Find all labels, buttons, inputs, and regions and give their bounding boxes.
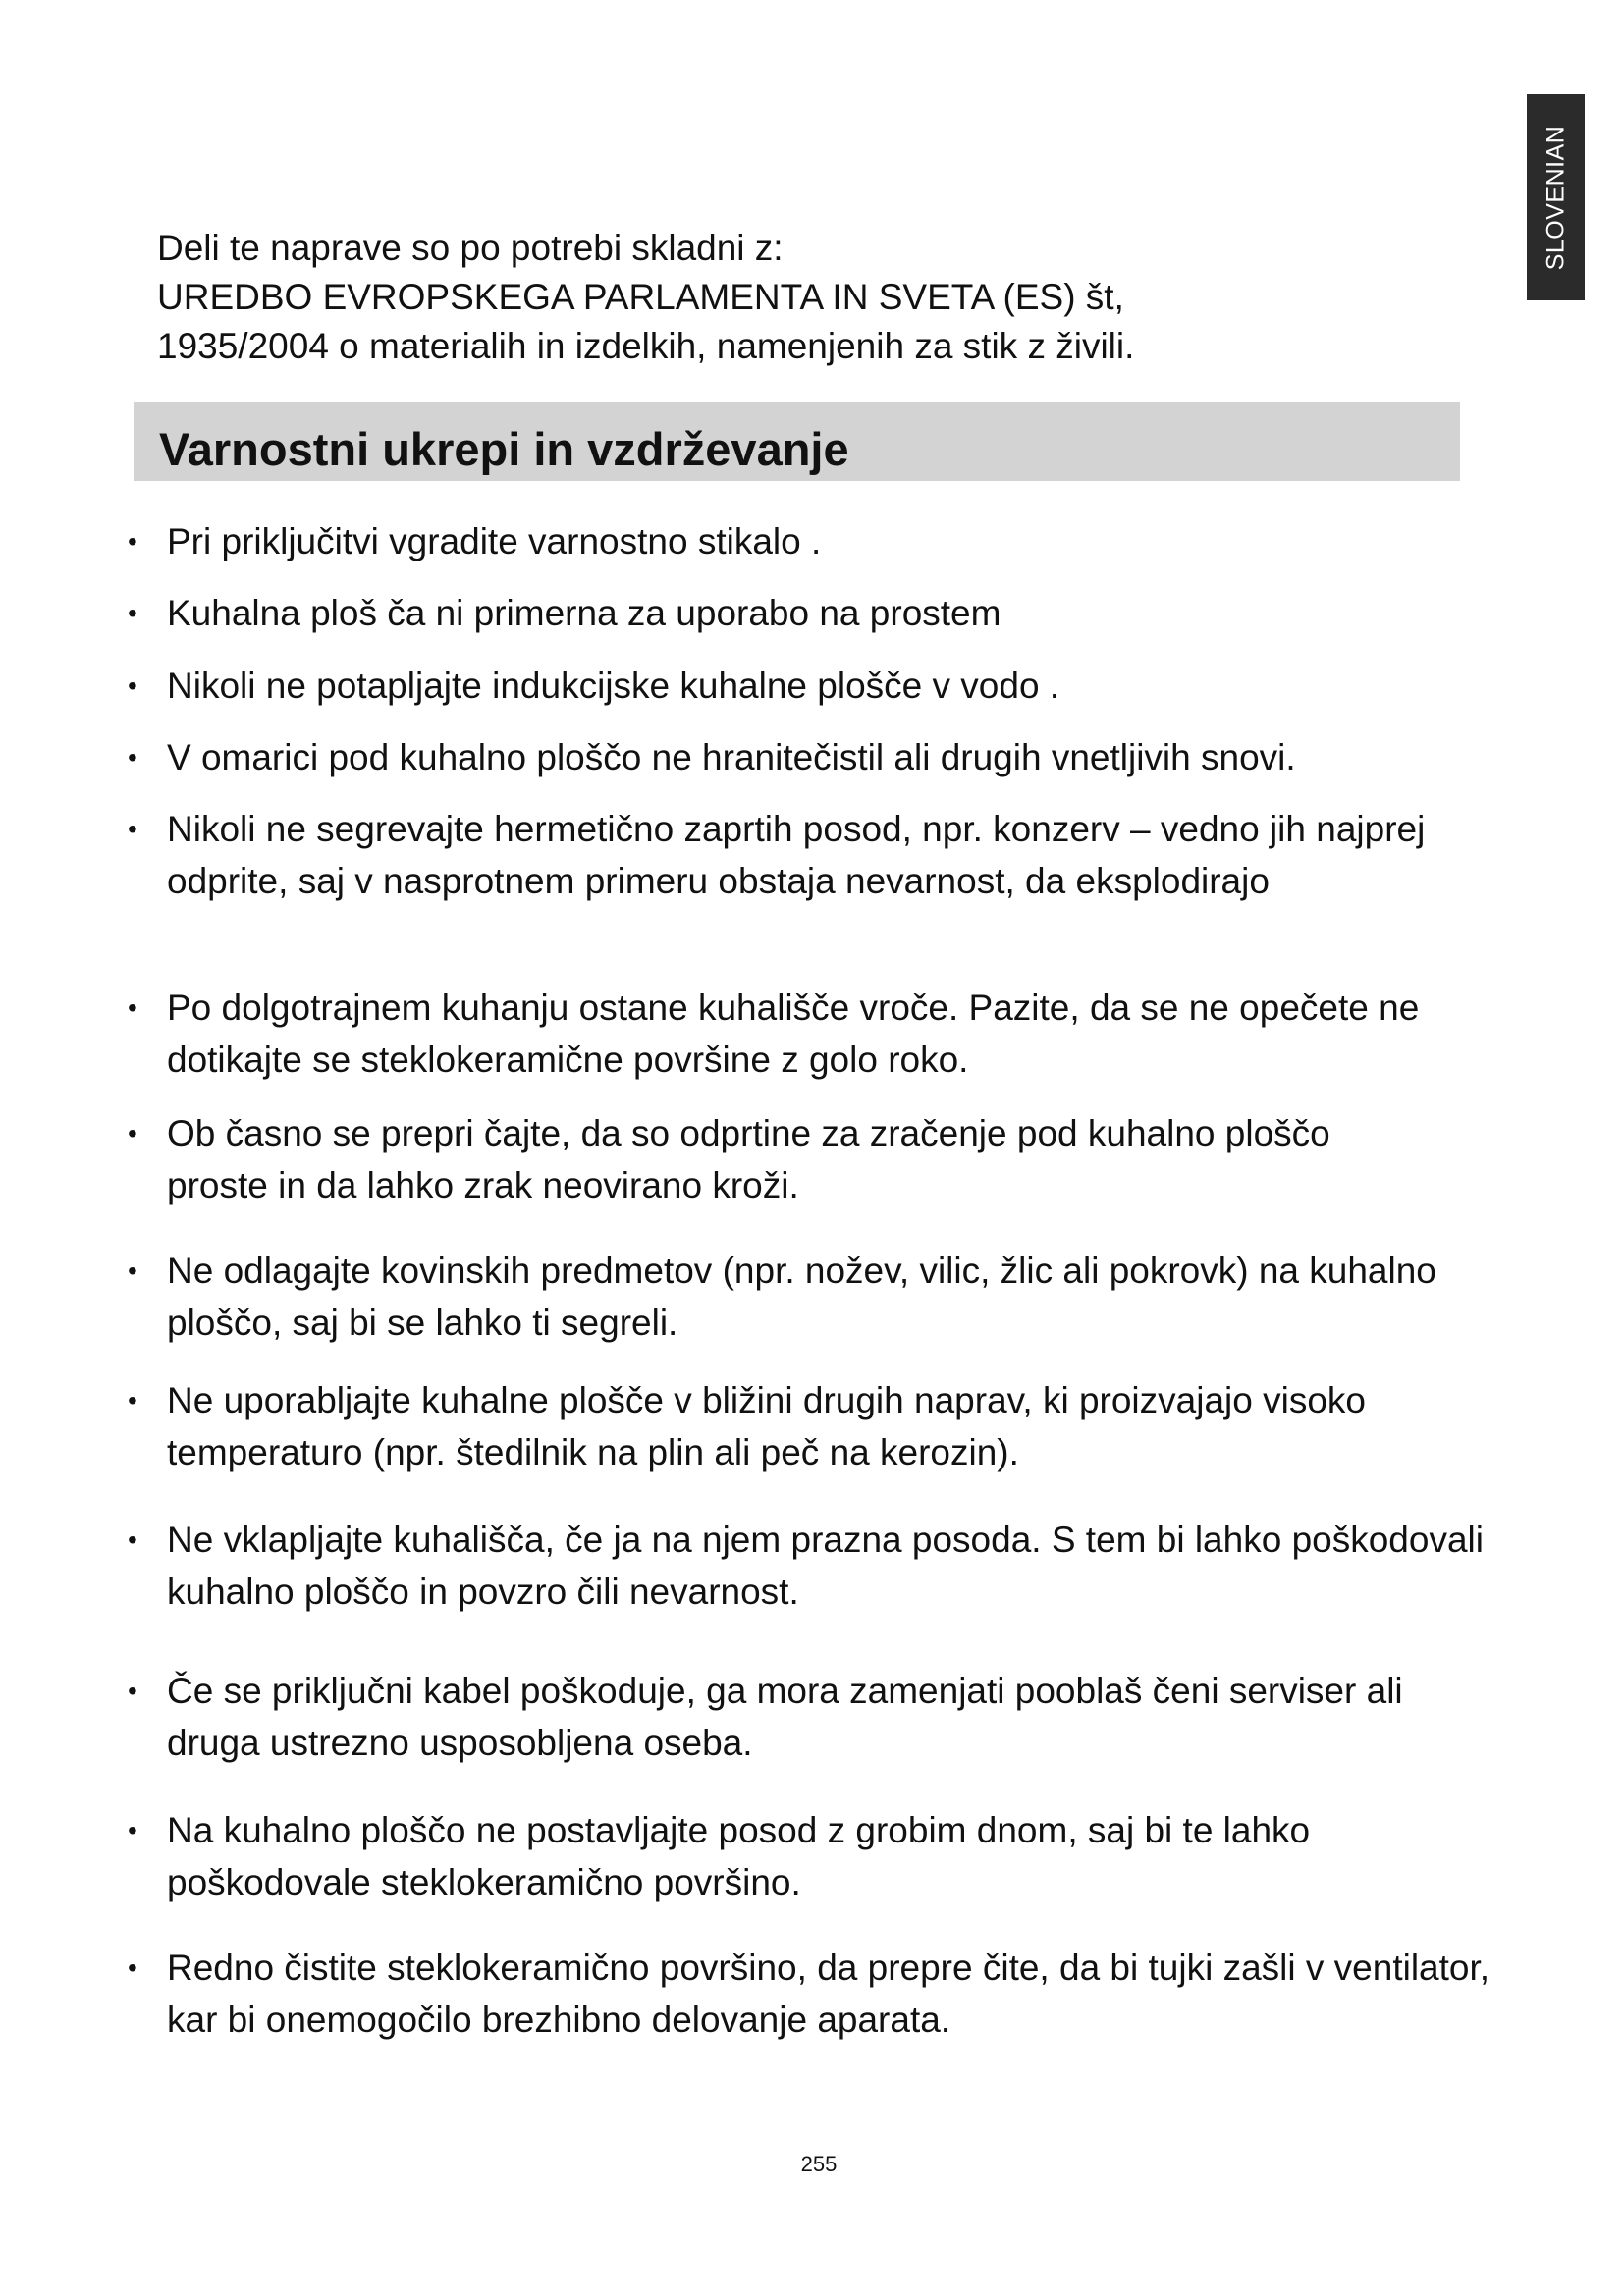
list-item (128, 1804, 1522, 1908)
list-item (128, 731, 1522, 783)
list-item (128, 1374, 1502, 1478)
compliance-line: UREDBO EVROPSKEGA PARLAMENTA IN SVETA (ES) št, (157, 277, 1124, 317)
list-item (128, 803, 1502, 907)
list-item (128, 660, 1306, 712)
list-item (128, 1942, 1522, 2046)
list-item (128, 982, 1463, 1086)
list-item (128, 1107, 1424, 1211)
bullet-marker: • (128, 1952, 137, 1983)
list-item (128, 587, 1208, 639)
bullet-marker: • (128, 598, 137, 628)
bullet-marker: • (128, 526, 137, 557)
list-item (128, 1245, 1453, 1349)
section-title: Varnostni ukrepi in vzdrževanje (159, 423, 849, 475)
list-item-text: Če se priključni kabel poškoduje, ga mora zamenjati pooblaš čeni serviser ali druga ustrezno usposobljena oseba. (167, 1671, 1403, 1763)
bullet-marker: • (128, 1255, 137, 1286)
bullet-marker: • (128, 1815, 137, 1845)
bullet-marker: • (128, 992, 137, 1023)
list-item-text: Ne odlagajte kovinskih predmetov (npr. nožev, vilic, žlic ali pokrovk) na kuhalno ploščo, saj bi se lahko ti segreli. (167, 1251, 1436, 1343)
list-item-text: Ob časno se prepri čajte, da so odprtine za zračenje pod kuhalno ploščo proste in da lahko zrak neovirano kroži. (167, 1113, 1330, 1205)
list-item (128, 515, 1208, 567)
compliance-notice (157, 224, 1453, 371)
list-item-text: Ne vklapljajte kuhališča, če ja na njem prazna posoda. S tem bi lahko poškodovali kuhalno ploščo in povzro čili nevarnost. (167, 1520, 1484, 1612)
list-item-text: V omarici pod kuhalno ploščo ne hranitečistil ali drugih vnetljivih snovi. (167, 737, 1296, 777)
bullet-marker: • (128, 742, 137, 773)
list-item-text: Po dolgotrajnem kuhanju ostane kuhališče vroče. Pazite, da se ne opečete ne dotikajte se steklokeramične površine z golo roko. (167, 988, 1420, 1080)
list-item-text: Pri priključitvi vgradite varnostno stikalo . (167, 521, 822, 561)
bullet-marker: • (128, 1385, 137, 1415)
list-item (128, 1514, 1502, 1618)
list-item-text: Nikoli ne potapljajte indukcijske kuhalne plošče v vodo . (167, 666, 1060, 706)
language-tab (1527, 94, 1585, 300)
page-number: 255 (800, 2152, 838, 2176)
bullet-marker: • (128, 670, 137, 701)
bullet-marker: • (128, 1524, 137, 1555)
list-item-text: Nikoli ne segrevajte hermetično zaprtih posod, npr. konzerv – vedno jih najprej odprite, saj v nasprotnem primeru obstaja nevarnost, da eksplodirajo (167, 809, 1426, 901)
bullet-marker: • (128, 1118, 137, 1148)
bullet-marker: • (128, 1676, 137, 1706)
list-item-text: Kuhalna ploš ča ni primerna za uporabo na prostem (167, 593, 1001, 633)
list-item-text: Na kuhalno ploščo ne postavljajte posod z grobim dnom, saj bi te lahko poškodovale steklokeramično površino. (167, 1810, 1311, 1902)
list-item-text: Ne uporabljajte kuhalne plošče v bližini drugih naprav, ki proizvajajo visoko temperaturo (npr. štedilnik na plin ali peč na kerozin). (167, 1380, 1366, 1472)
language-tab-label: SLOVENIAN (1542, 125, 1570, 270)
list-item (128, 1665, 1463, 1769)
compliance-line: Deli te naprave so po potrebi skladni z: (157, 228, 784, 268)
bullet-marker: • (128, 814, 137, 844)
compliance-line: 1935/2004 o materialih in izdelkih, namenjenih za stik z živili. (157, 326, 1135, 366)
list-item-text: Redno čistite steklokeramično površino, da prepre čite, da bi tujki zašli v ventilator, kar bi onemogočilo brezhibno delovanje aparata. (167, 1948, 1490, 2040)
